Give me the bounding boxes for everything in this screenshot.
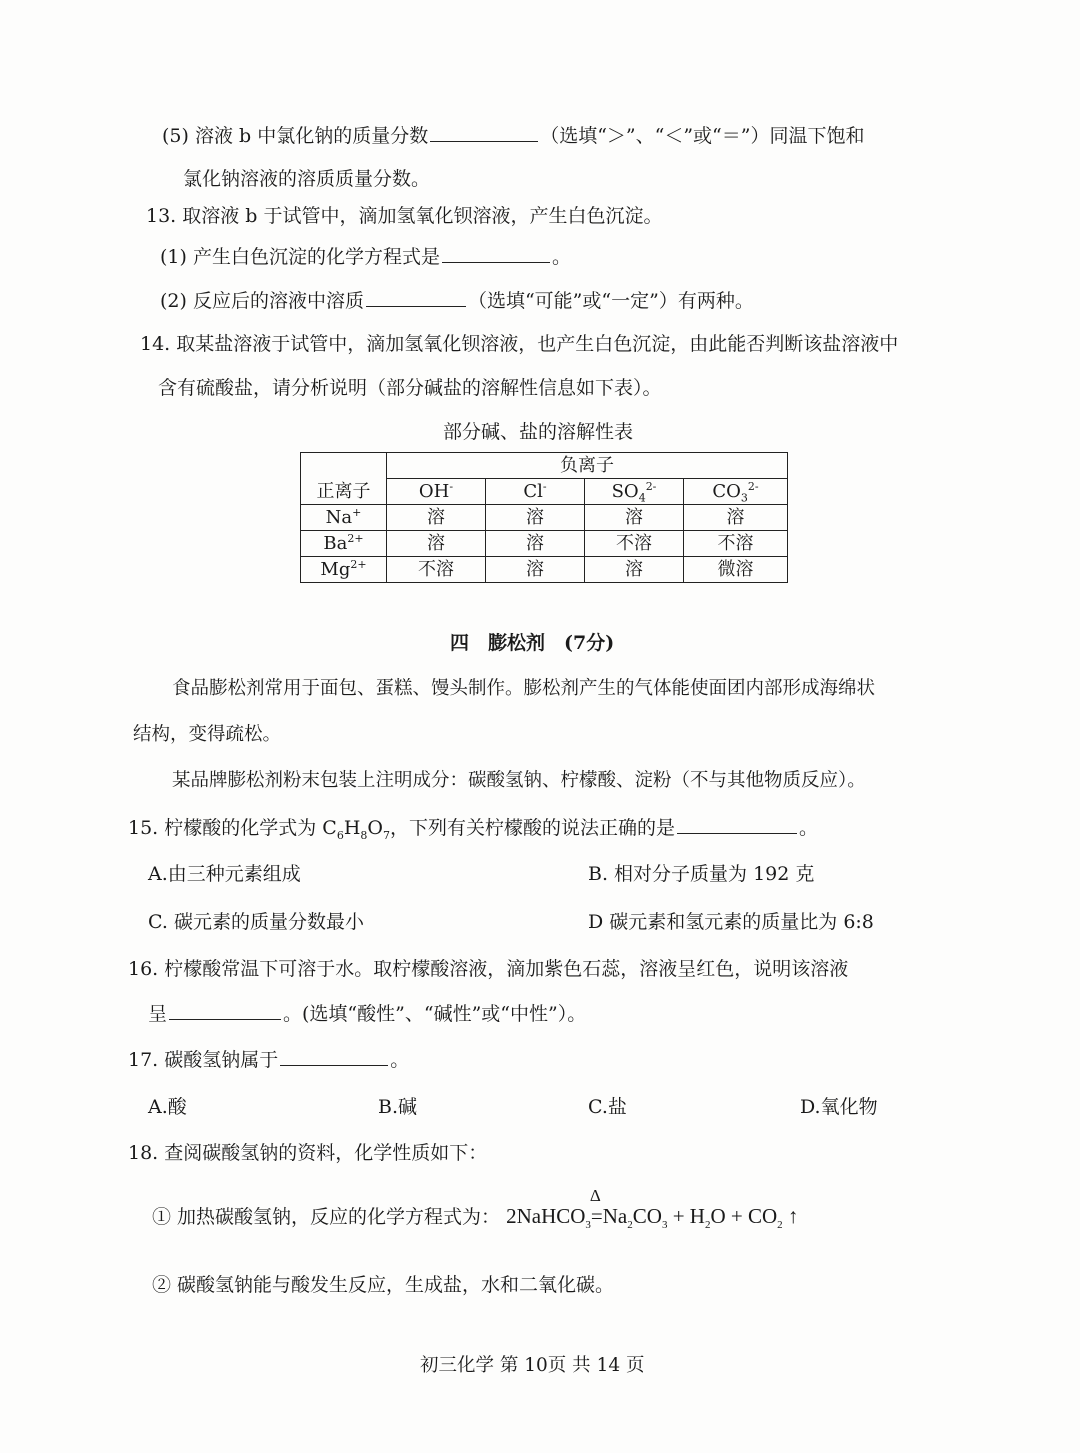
table-row <box>301 505 788 531</box>
q17-option-c[interactable]: C.盐 <box>588 1096 627 1118</box>
q12-5-line2: 氯化钠溶液的溶质质量分数。 <box>183 168 431 190</box>
section-intro-3: 某品牌膨松剂粉末包装上注明成分：碳酸氢钠、柠檬酸、淀粉（不与其他物质反应）。 <box>172 770 866 791</box>
table-cell: 微溶 <box>684 557 788 583</box>
table-cell: 不溶 <box>387 557 486 583</box>
q17-option-b[interactable]: B.碱 <box>378 1096 418 1118</box>
q13-sub2-end: （选填“可能”或“一定”）有两种。 <box>467 290 754 312</box>
q12-5-text-a: (5) 溶液 b 中氯化钠的质量分数 <box>162 125 429 147</box>
section-intro-2: 结构，变得疏松。 <box>133 724 282 745</box>
anion-Cl: Cl- <box>486 479 585 505</box>
heat-condition: Δ = <box>589 1186 603 1228</box>
q13-sub1-end: 。 <box>551 246 571 268</box>
anion-header-cell <box>387 453 788 479</box>
table-cell: 不溶 <box>585 531 684 557</box>
anion-CO3: $CO_3^{2-}$ <box>684 479 788 505</box>
table-cell: 溶 <box>486 531 585 557</box>
table-cell: 溶 <box>684 505 788 531</box>
table-cell: 溶 <box>486 557 585 583</box>
cation-header-cell <box>301 453 387 505</box>
answer-blank[interactable] <box>366 288 466 307</box>
q13-sub1 <box>160 244 571 270</box>
decomposition-equation: 2NaHCO$_3$ Δ $=Na_2CO_3 + H_2O + CO_2$ ↑ <box>506 1186 799 1232</box>
table-row <box>301 557 788 583</box>
table-cell: 溶 <box>486 505 585 531</box>
q16-line1: 16. 柠檬酸常温下可溶于水。取柠檬酸溶液，滴加紫色石蕊，溶液呈红色，说明该溶液 <box>128 958 849 980</box>
table-title: 部分碱、盐的溶解性表 <box>443 421 634 443</box>
q18-stem: 18. 查阅碳酸氢钠的资料，化学性质如下： <box>128 1142 488 1164</box>
table-cell: 溶 <box>387 531 486 557</box>
section-title: 四 膨松剂 (7分) <box>450 632 615 654</box>
q17-option-a[interactable]: A.酸 <box>148 1096 187 1118</box>
q15-option-d[interactable]: D 碳元素和氢元素的质量比为 6:8 <box>588 911 874 933</box>
page-footer: 初三化学 第 10页 共 14 页 <box>420 1355 645 1376</box>
answer-blank[interactable] <box>677 815 797 834</box>
q14-line2: 含有硫酸盐，请分析说明（部分碱盐的溶解性信息如下表）。 <box>158 377 662 399</box>
answer-blank[interactable] <box>430 123 538 142</box>
section-intro-1: 食品膨松剂常用于面包、蛋糕、馒头制作。膨松剂产生的气体能使面团内部形成海绵状 <box>172 678 876 699</box>
solubility-table <box>300 452 788 583</box>
answer-blank[interactable] <box>169 1001 281 1020</box>
answer-blank[interactable] <box>280 1047 388 1066</box>
table-cell: 不溶 <box>684 531 788 557</box>
q17-option-d[interactable]: D.氧化物 <box>800 1096 878 1118</box>
q13-stem: 13. 取溶液 b 于试管中，滴加氢氧化钡溶液，产生白色沉淀。 <box>146 205 663 227</box>
q17-stem: 17. 碳酸氢钠属于 。 <box>128 1049 410 1071</box>
q12-5-text-b: （选填“＞”、“＜”或“＝”）同温下饱和 <box>540 125 865 147</box>
cation-Na: Na+ <box>301 505 387 531</box>
q15-option-a[interactable]: A.由三种元素组成 <box>148 863 301 885</box>
q13-sub1-text: (1) 产生白色沉淀的化学方程式是 <box>160 246 440 268</box>
anion-header: 负离子 <box>560 455 614 476</box>
cation-Mg: $Mg^{2+}$ <box>301 557 387 583</box>
q14-line1: 14. 取某盐溶液于试管中，滴加氢氧化钡溶液，也产生白色沉淀，由此能否判断该盐溶液中 <box>140 333 899 355</box>
q18-item2: ② 碳酸氢钠能与酸发生反应，生成盐，水和二氧化碳。 <box>152 1274 615 1296</box>
q15-option-c[interactable]: C. 碳元素的质量分数最小 <box>148 911 364 933</box>
q13-sub2 <box>160 288 754 314</box>
q18-item1: ① 加热碳酸氢钠，反应的化学方程式为： 2NaHCO$_3$ Δ $=Na_2CO_3 + H_2O + CO_2$ ↑ <box>152 1186 799 1232</box>
table-row <box>301 531 788 557</box>
table-cell: 溶 <box>387 505 486 531</box>
anion-SO4: $SO_4^{2-}$ <box>585 479 684 505</box>
table-cell: 溶 <box>585 505 684 531</box>
q15-stem: 15. 柠檬酸的化学式为 $C_6H_8O_7$，下列有关柠檬酸的说法正确的是 。 <box>128 817 819 842</box>
table-cell: 溶 <box>585 557 684 583</box>
q15-option-b[interactable]: B. 相对分子质量为 192 克 <box>588 863 815 885</box>
anion-OH: OH- <box>387 479 486 505</box>
q13-sub2-text: (2) 反应后的溶液中溶质 <box>160 290 364 312</box>
cation-header: 正离子 <box>316 481 371 502</box>
answer-blank[interactable] <box>442 244 550 263</box>
cation-Ba: $Ba^{2+}$ <box>301 531 387 557</box>
q12-5-line1 <box>162 123 864 149</box>
q16-line2: 呈 。(选填“酸性”、“碱性”或“中性”）。 <box>148 1003 587 1025</box>
